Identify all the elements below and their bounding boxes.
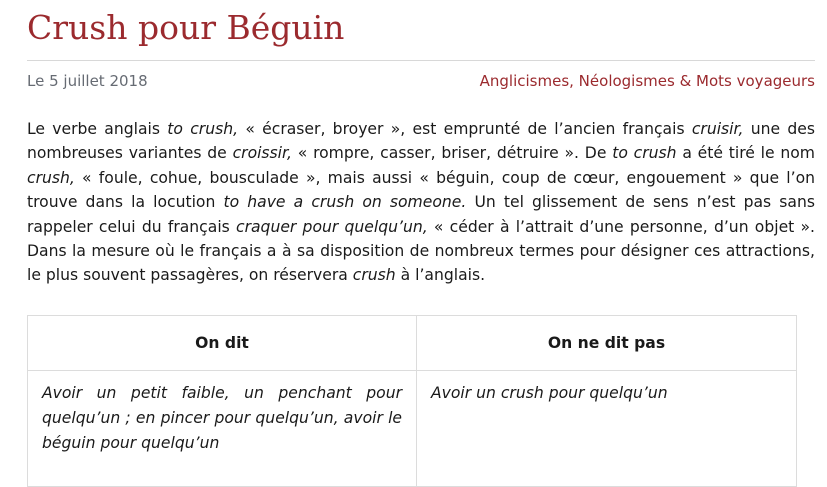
italic-term: craquer pour quelqu’un, bbox=[236, 217, 428, 236]
body-text: Un tel glissement de sens n’est pas sans rappeler celui du français bbox=[27, 193, 815, 236]
italic-term: crush bbox=[352, 266, 396, 285]
body-text: « rompre, casser, briser, détruire ». De bbox=[291, 144, 613, 163]
header-on-ne-dit-pas: On ne dit pas bbox=[417, 316, 797, 371]
usage-table bbox=[27, 315, 797, 487]
body-text: une des nombreuses variantes de bbox=[27, 120, 816, 163]
table-row bbox=[28, 371, 797, 487]
body-text: Le verbe anglais bbox=[27, 120, 168, 138]
body-text: « écraser, broyer », est emprunté de l’ancien français bbox=[238, 120, 692, 138]
title-divider bbox=[27, 60, 815, 61]
body-text: a été tiré le nom bbox=[676, 144, 815, 163]
body-text: « foule, cohue, bousculade », mais aussi « béguin, coup de cœur, engouement » que l’on trouve dans la locution bbox=[27, 168, 815, 212]
page-title: Crush pour Béguin bbox=[27, 8, 345, 47]
italic-term: to crush, bbox=[167, 120, 239, 138]
header-on-dit: On dit bbox=[28, 316, 417, 371]
italic-term: cruisir, bbox=[691, 120, 744, 138]
cell-correct-usage: Avoir un petit faible, un penchant pour quelqu’un ; en pincer pour quelqu’un, avoir le béguin pour quelqu’un bbox=[28, 371, 417, 487]
italic-term: to have a crush on someone. bbox=[223, 193, 467, 212]
body-text: à l’anglais. bbox=[395, 266, 486, 285]
publication-date: Le 5 juillet 2018 bbox=[27, 72, 148, 90]
table-header-row bbox=[28, 316, 797, 371]
italic-term: croissir, bbox=[232, 144, 292, 163]
italic-term: crush, bbox=[27, 168, 75, 187]
italic-term: to crush bbox=[612, 144, 677, 163]
cell-incorrect-usage: Avoir un crush pour quelqu’un bbox=[417, 371, 797, 487]
article-body bbox=[27, 117, 815, 288]
category-link[interactable]: Anglicismes, Néologismes & Mots voyageurs bbox=[479, 72, 815, 90]
body-text: « céder à l’attrait d’une personne, d’un objet ». Dans la mesure où le français a à sa disposition de nombreux termes pour désigner ces attractions, le plus souvent passagères, on réservera bbox=[27, 217, 815, 285]
